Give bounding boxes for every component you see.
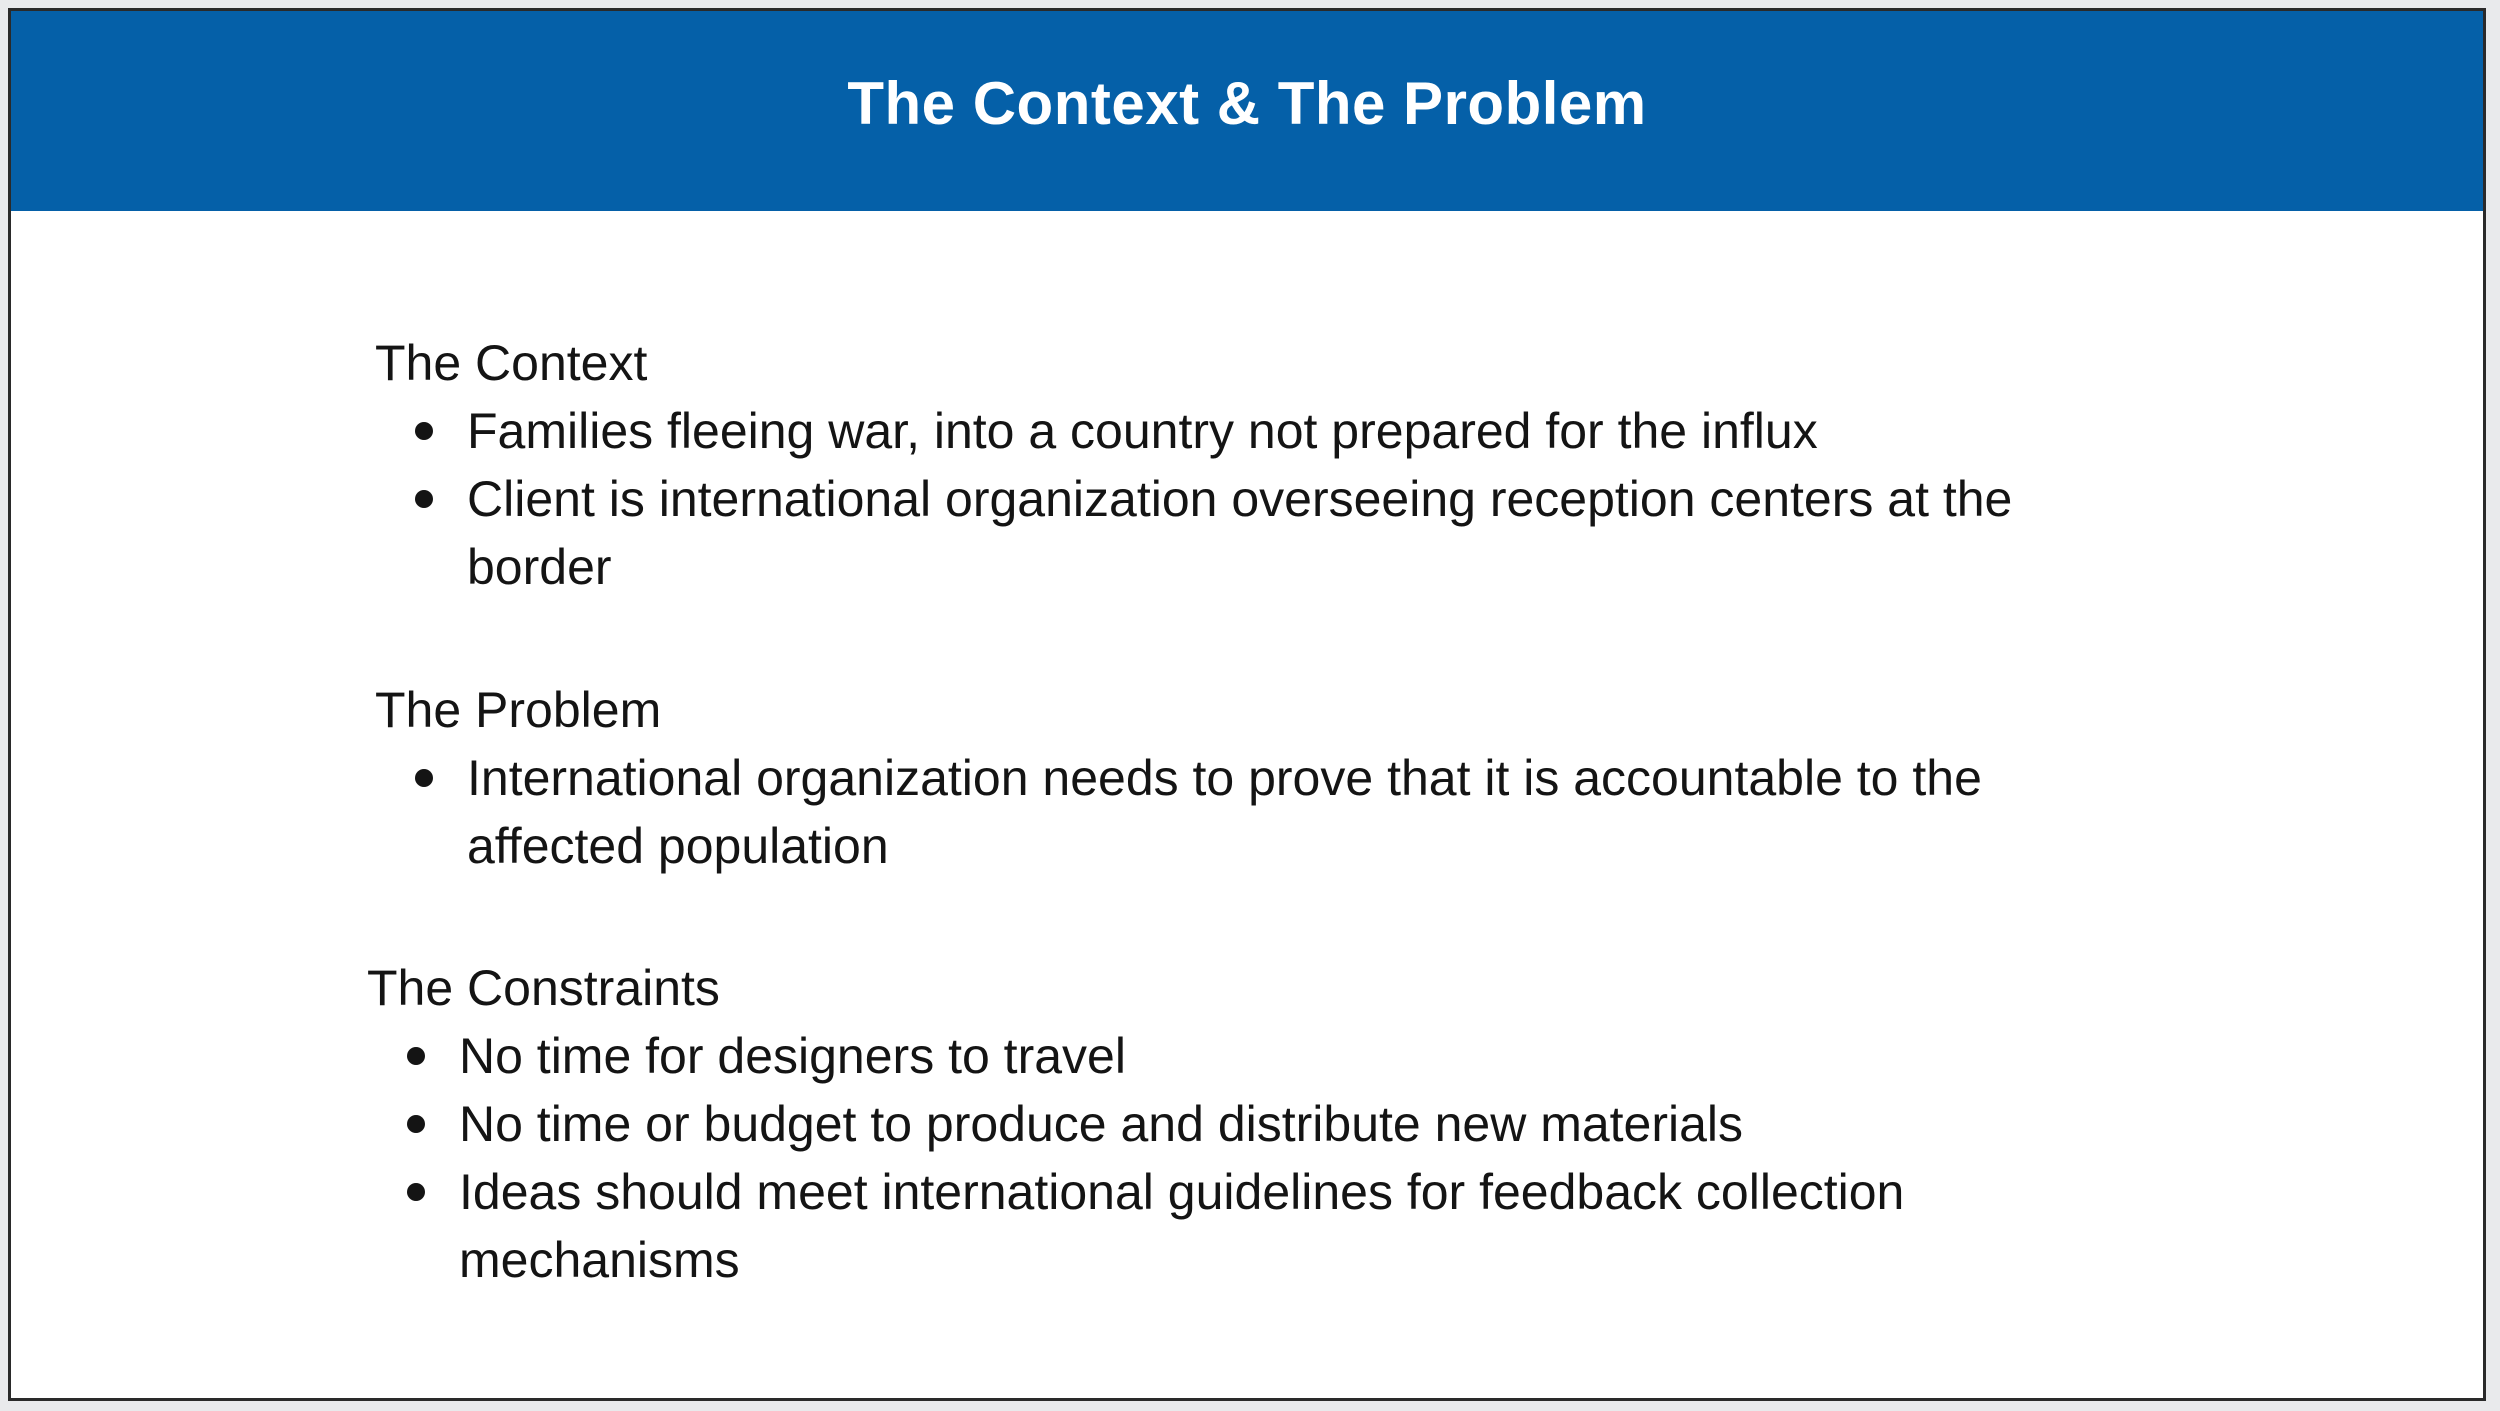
- problem-heading: The Problem: [375, 682, 662, 738]
- context-bullet-list: [375, 397, 2135, 601]
- bullet-icon: [415, 490, 433, 508]
- constraints-section: [367, 954, 2127, 1294]
- bullet-icon: [415, 769, 433, 787]
- context-bullet-text: Client is international organization overseeing reception centers at the border: [467, 471, 2013, 595]
- context-bullet-item: [375, 465, 2167, 601]
- context-section: [375, 329, 2135, 601]
- constraints-bullet-text: Ideas should meet international guidelines for feedback collection mechanisms: [459, 1164, 1905, 1288]
- context-bullet-item: [375, 397, 2135, 465]
- constraints-bullet-item: [367, 1022, 2127, 1090]
- problem-bullet-text: International organization needs to prove that it is accountable to the affected population: [467, 750, 1982, 874]
- constraints-bullet-item: [367, 1090, 2127, 1158]
- problem-section: [375, 676, 2135, 880]
- problem-bullet-list: [375, 744, 2135, 880]
- constraints-bullet-text: No time for designers to travel: [459, 1028, 1126, 1084]
- context-bullet-text: Families fleeing war, into a country not prepared for the influx: [467, 403, 1818, 459]
- context-heading: The Context: [375, 335, 648, 391]
- bullet-icon: [407, 1183, 425, 1201]
- constraints-bullet-item: [367, 1158, 2119, 1294]
- slide: [8, 8, 2486, 1401]
- bullet-icon: [407, 1115, 425, 1133]
- slide-title: The Context & The Problem: [847, 69, 1647, 137]
- bullet-icon: [415, 422, 433, 440]
- constraints-bullet-list: [367, 1022, 2127, 1294]
- bullet-icon: [407, 1047, 425, 1065]
- constraints-bullet-text: No time or budget to produce and distribute new materials: [459, 1096, 1744, 1152]
- problem-bullet-item: [375, 744, 2127, 880]
- constraints-heading: The Constraints: [367, 960, 720, 1016]
- title-bar: [11, 11, 2483, 211]
